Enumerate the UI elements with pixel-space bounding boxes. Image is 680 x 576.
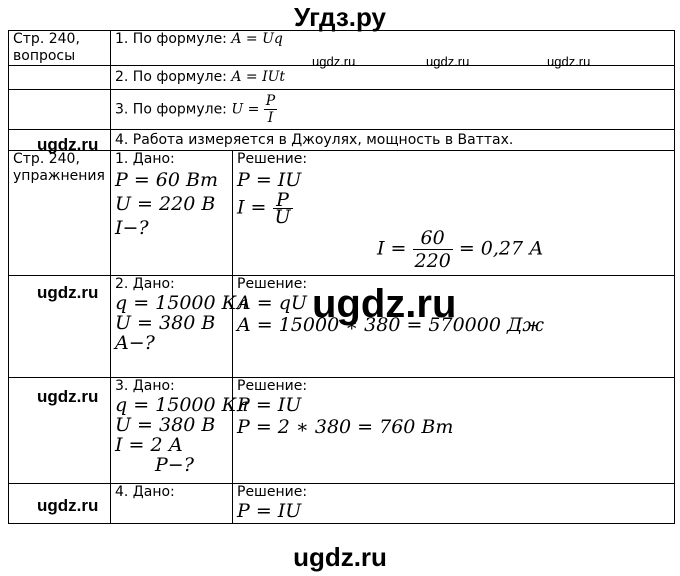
q1-text: 1. По формуле: <box>115 31 232 47</box>
table-row <box>9 90 675 130</box>
q2-text: 2. По формуле: <box>115 69 232 85</box>
watermark-large: ugdz.ru <box>312 282 457 326</box>
ex2-given: 2. Дано: q = 15000 Кл U = 380 В A−? <box>111 276 233 378</box>
ex3-given: 3. Дано: q = 15000 Кл U = 380 В I = 2 А P−? <box>111 378 233 484</box>
ex3-solution: Решение: P = IU P = 2 ∗ 380 = 760 Вт <box>233 378 675 484</box>
table-row <box>9 378 675 484</box>
table-row <box>9 130 675 151</box>
watermark-small: ugdz.ru <box>312 54 356 69</box>
table-row <box>9 484 675 524</box>
watermark-left: ugdz.ru <box>37 387 99 406</box>
watermark-left: ugdz.ru <box>37 135 99 154</box>
solutions-table <box>8 30 675 524</box>
section-label-questions: Стр. 240, вопросы <box>9 31 111 66</box>
ex1-result: I = $\frac{60}{220}$ = 0,27 А <box>377 227 544 272</box>
q3-text: 3. По формуле: <box>115 101 232 118</box>
ex4-solution: Решение: P = IU <box>233 484 675 524</box>
watermark-small: ugdz.ru <box>426 54 470 69</box>
answer-q2 <box>111 66 675 90</box>
table-row <box>9 66 675 90</box>
answer-q4: 4. Работа измеряется в Джоулях, мощность в Ваттах. <box>111 130 675 151</box>
ex2-solution: Решение: A = qU A = 15000 ∗ 380 = 570000 Дж <box>233 276 675 378</box>
ex1-fraction: $\frac{P}{U}$ <box>274 189 291 228</box>
ex1-given: 1. Дано: P = 60 Вт U = 220 В I−? <box>111 151 233 276</box>
ex4-given: 4. Дано: <box>111 484 233 524</box>
section-label-exercises: Стр. 240, упражнения <box>9 151 111 276</box>
q3-fraction: $\frac{P}{I}$ <box>265 93 276 126</box>
ex1-solution: Решение: P = IU I = $\frac{P}{U}$ I = $\frac{60}{220}$ = 0,27 А <box>233 151 675 276</box>
site-footer: ugdz.ru <box>293 542 387 572</box>
watermark-small: ugdz.ru <box>547 54 591 69</box>
answer-q3: 3. По формуле: U = $\frac{P}{I}$ <box>111 90 675 130</box>
q2-formula: A = IUt <box>231 69 286 85</box>
watermark-left: ugdz.ru <box>37 283 99 302</box>
table-row <box>9 151 675 276</box>
watermark-left: ugdz.ru <box>37 496 99 515</box>
q1-formula: A = Uq <box>231 31 283 47</box>
site-title: Угдз.ру <box>294 2 386 32</box>
